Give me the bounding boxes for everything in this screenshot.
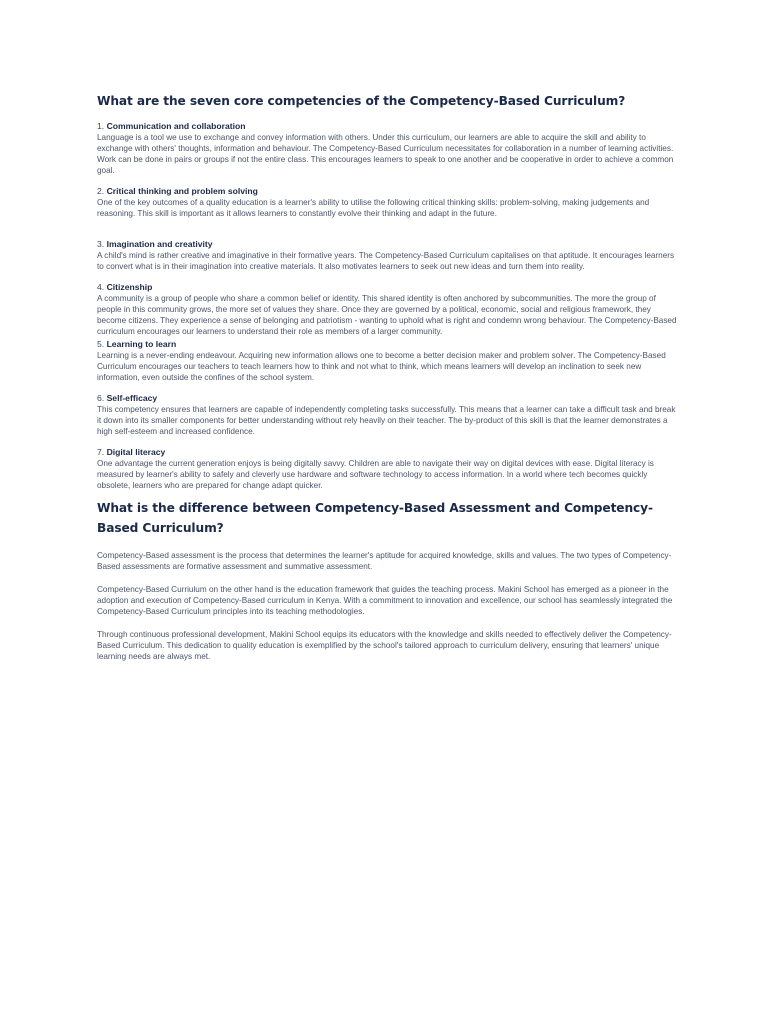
competency-item [97, 121, 681, 176]
competency-title [97, 282, 681, 293]
competency-title [97, 447, 681, 458]
competency-name: Imagination and creativity [106, 239, 213, 249]
competency-item [97, 239, 681, 272]
competency-text: This competency ensures that learners are capable of independently completing tasks successfully. This means that a learner can take a difficult task and break it down into its smaller components for better understanding without rely heavily on their teacher. The by-product of this skill is that the learner demonstrates a high self-esteem and increased confidence. [97, 405, 676, 436]
competency-name: Self-efficacy [106, 393, 158, 403]
competency-name: Critical thinking and problem solving [106, 186, 258, 196]
competency-number: 6. [97, 393, 105, 403]
section-paragraph: Competency-Based assessment is the process that determines the learner's aptitude for acquired knowledge, skills and values. The two types of Competency-Based assessments are formative assessment and summative assessment. [97, 551, 672, 571]
competency-item [97, 186, 681, 219]
competency-number: 3. [97, 239, 105, 249]
competency-item [97, 282, 681, 337]
document-page [97, 93, 681, 674]
competency-text: Learning is a never-ending endeavour. Acquiring new information allows one to become a better decision maker and problem solver. The Competency-Based Curriculum encourages our teachers to teach learners how to think and not what to think, which means learners will develop an inclination to seek new information, even outside the confines of the school system. [97, 351, 666, 382]
competency-number: 5. [97, 339, 105, 349]
competency-name: Citizenship [106, 282, 153, 292]
competency-name: Communication and collaboration [106, 121, 246, 131]
competency-item [97, 393, 681, 437]
competency-title [97, 239, 681, 250]
competency-number: 1. [97, 121, 105, 131]
competency-text: Language is a tool we use to exchange and convey information with others. Under this curriculum, our learners are able to acquire the skill and ability to exchange with others' thoughts, information and behaviour. The Competency-Based Curriculum necessitates for collaboration in a number of learning activities. Work can be done in pairs or groups if not the entire class. This encourages learners to speak to one another and be cooperative in order to achieve a common goal. [97, 133, 674, 175]
competency-text: One advantage the current generation enjoys is being digitally savvy. Children are able to navigate their way on digital devices with ease. Digital literacy is measured by learner's ability to safely and cleverly use hardware and software technology to access information. In a world where tech becomes quickly obsolete, learners who are prepared for change adapt quicker. [97, 459, 654, 490]
competency-name: Learning to learn [106, 339, 177, 349]
heading-core-competencies: What are the seven core competencies of the Competency-Based Curriculum? [97, 94, 626, 108]
competency-number: 4. [97, 282, 105, 292]
competency-item [97, 339, 681, 383]
competency-text: A community is a group of people who share a common belief or identity. This shared identity is often anchored by subcommunities. The more the group of people in this community grows, the more set of values they share. Once they are governed by a political, economic, social and religious framework, they become citizens. They experience a sense of belonging and patriotism - wanting to uphold what is right and condemn wrong behaviour. The Competency-Based curriculum encourages our learners to understand their role as members of a larger community. [97, 294, 677, 336]
section-paragraph: Through continuous professional development, Makini School equips its educators with the knowledge and skills needed to effectively deliver the Competency-Based Curriculum. This dedication to quality education is exemplified by the school's tailored approach to curriculum delivery, ensuring that learners' unique learning needs are always met. [97, 630, 672, 661]
competency-title [97, 393, 681, 404]
competency-title [97, 339, 681, 350]
heading-assessment-vs-curriculum: What is the difference between Competency-Based Assessment and Competency-Based Curriculum? [97, 501, 653, 535]
competency-text: One of the key outcomes of a quality education is a learner's ability to utilise the following critical thinking skills: problem-solving, making judgements and reasoning. This skill is important as it allows learners to constantly evolve their thinking and adapt in the future. [97, 198, 650, 218]
section-paragraph: Competency-Based Curriulum on the other hand is the education framework that guides the teaching process. Makini School has emerged as a pioneer in the adoption and execution of Competency-Based curriculum in Kenya. With a commitment to innovation and excellence, our school has seamlessly integrated the Competency-Based Curriculum principles into its teaching methodologies. [97, 585, 673, 616]
competency-number: 7. [97, 447, 105, 457]
competency-text: A child's mind is rather creative and imaginative in their formative years. The Competency-Based Curriculum capitalises on that aptitude. It encourages learners to convert what is in their imagination into creative materials. It also motivates learners to seek out new ideas and turn them into reality. [97, 251, 675, 271]
competency-name: Digital literacy [106, 447, 166, 457]
competency-title [97, 186, 681, 197]
competency-title [97, 121, 681, 132]
competency-number: 2. [97, 186, 105, 196]
competency-item [97, 447, 681, 491]
